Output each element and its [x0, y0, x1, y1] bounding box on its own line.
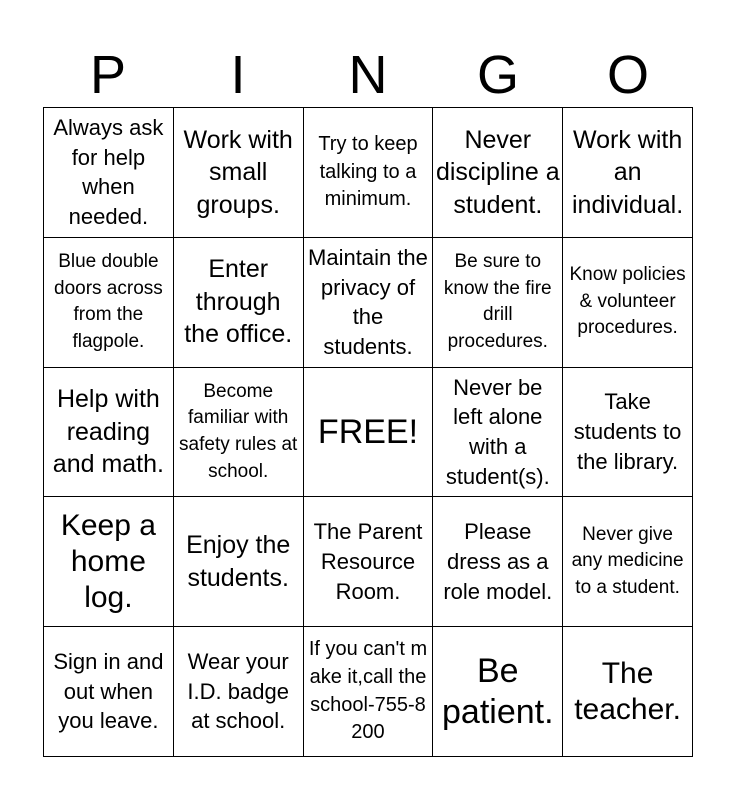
title-letter-n: N [348, 45, 388, 105]
cell-text: Wear your I.D. badge at school. [187, 649, 289, 734]
cell-text: Work with an individual. [572, 125, 684, 219]
cell-text: Sign in and out when you leave. [53, 649, 164, 734]
bingo-cell[interactable] [174, 497, 304, 627]
bingo-cell[interactable] [563, 108, 693, 238]
cell-text: Take students to the library. [573, 389, 682, 474]
bingo-cell[interactable] [174, 108, 304, 238]
bingo-cell[interactable] [304, 627, 434, 757]
title-letter-p: P [89, 45, 127, 105]
cell-text: Try to keep talking to a minimum. [318, 133, 418, 211]
cell-text: Please dress as a role model. [443, 519, 553, 604]
cell-text: Become familiar with safety rules at school. [179, 380, 298, 482]
bingo-cell[interactable] [304, 238, 434, 368]
title-letter-o: O [606, 45, 649, 105]
bingo-cell[interactable] [433, 497, 563, 627]
bingo-cell[interactable] [433, 238, 563, 368]
cell-text: The Parent Resource Room. [313, 519, 423, 604]
free-space-text: FREE! [317, 412, 419, 451]
bingo-cell[interactable] [44, 238, 174, 368]
bingo-title [43, 44, 693, 106]
cell-text: Enter through the office. [184, 255, 293, 349]
cell-text: Blue double doors across from the flagpole. [54, 251, 163, 352]
bingo-cell[interactable] [44, 108, 174, 238]
bingo-card-grid [43, 107, 693, 757]
cell-text: If you can't make it,call the school-755-8200 [308, 638, 428, 744]
bingo-cell[interactable] [44, 627, 174, 757]
cell-text: Be sure to know the fire drill procedures. [443, 251, 552, 352]
bingo-cell[interactable] [174, 238, 304, 368]
bingo-cell[interactable] [174, 627, 304, 757]
title-letter-i: I [230, 45, 246, 105]
bingo-cell[interactable] [563, 238, 693, 368]
cell-text: Work with small groups. [183, 125, 293, 219]
bingo-cell[interactable] [563, 497, 693, 627]
bingo-cell[interactable] [44, 368, 174, 498]
free-space-cell[interactable] [304, 368, 434, 498]
cell-text: Never be left alone with a student(s). [445, 374, 550, 489]
bingo-cell[interactable] [433, 108, 563, 238]
bingo-cell[interactable] [433, 627, 563, 757]
bingo-cell[interactable] [433, 368, 563, 498]
cell-text: Never give any medicine to a student. [571, 523, 684, 599]
cell-text: Never discipline a student. [435, 125, 560, 219]
bingo-cell[interactable] [304, 497, 434, 627]
cell-text: Know policies & volunteer procedures. [569, 264, 686, 339]
cell-text: Be patient. [442, 651, 554, 731]
bingo-cell[interactable] [304, 108, 434, 238]
cell-text: Help with reading and math. [52, 385, 164, 479]
title-letter-g: G [476, 45, 519, 105]
bingo-cell[interactable] [44, 497, 174, 627]
cell-text: The teacher. [574, 656, 681, 726]
cell-text: Maintain the privacy of the students. [308, 244, 428, 359]
bingo-cell[interactable] [174, 368, 304, 498]
bingo-cell[interactable] [563, 627, 693, 757]
cell-text: Keep a home log. [60, 508, 156, 614]
bingo-cell[interactable] [563, 368, 693, 498]
cell-text: Enjoy the students. [186, 531, 291, 592]
cell-text: Always ask for help when needed. [53, 115, 164, 230]
